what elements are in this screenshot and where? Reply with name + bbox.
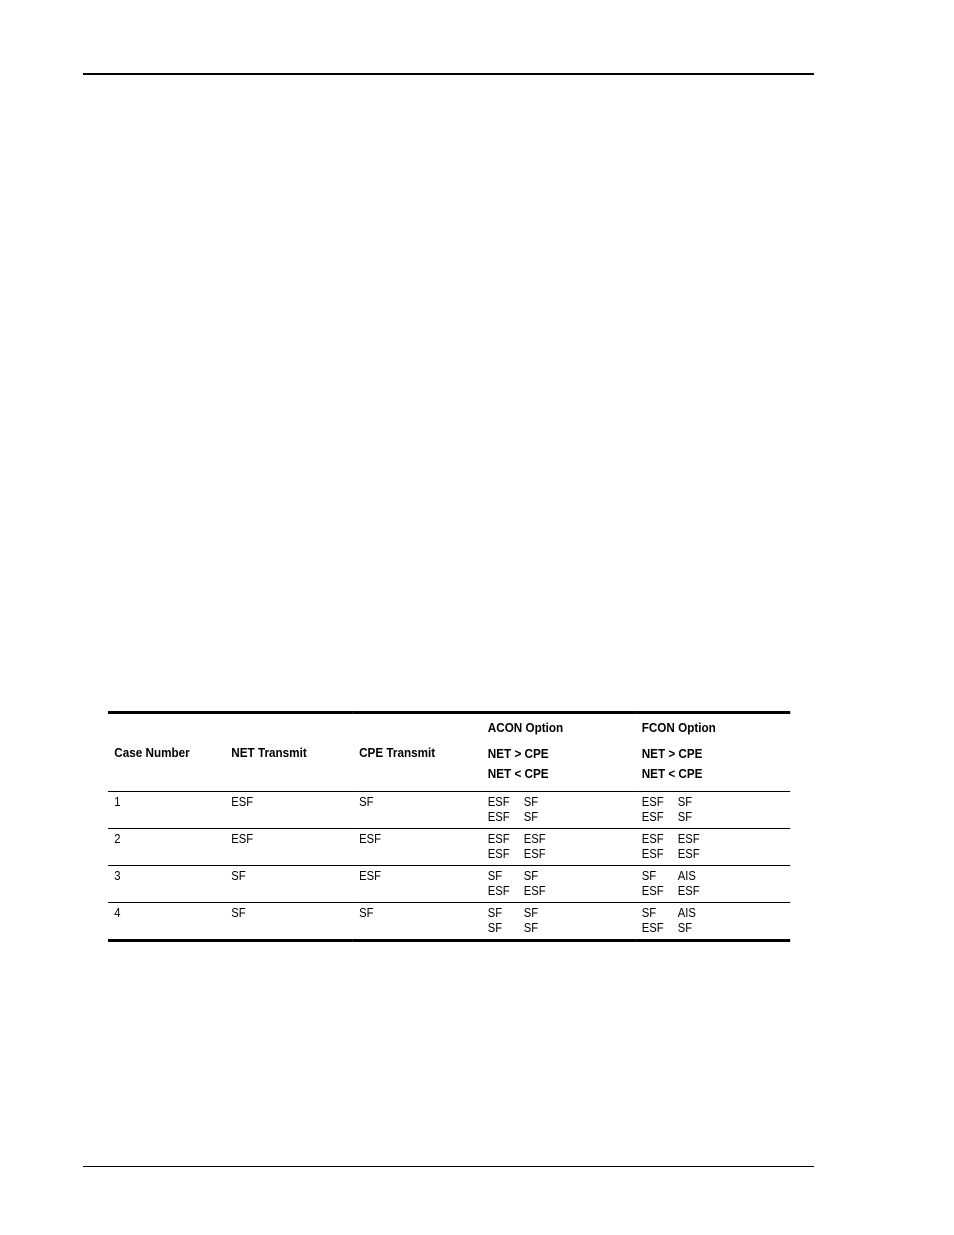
value: ESF [677,847,700,861]
acon-net-gt-cpe: NET > CPE [487,746,549,761]
header-fcon-option [635,713,790,792]
value: ESF [487,847,510,861]
value: SF [523,921,539,935]
fcon-pair-net-lt-cpe [642,810,791,825]
fcon-pair-net-lt-cpe [642,921,791,936]
table-row [108,829,790,866]
table-row [108,866,790,903]
cell-acon [482,792,636,829]
table-body [108,792,790,941]
value: SF [523,906,539,920]
table-header-row [108,713,790,792]
value: ESF [641,795,664,809]
value: SF [677,921,693,935]
header-case-number: Case Number [114,745,190,760]
cell-cpe: ESF [359,832,381,846]
cell-fcon [635,792,790,829]
cell-case: 2 [114,832,121,846]
table-row [108,903,790,941]
cell-fcon [635,866,790,903]
value: ESF [641,884,664,898]
acon-pair-net-gt-cpe [488,869,636,884]
fcon-net-lt-cpe: NET < CPE [641,766,703,781]
cell-case: 4 [114,906,121,920]
value: ESF [487,810,510,824]
value: ESF [487,795,510,809]
fcon-net-gt-cpe: NET > CPE [641,746,703,761]
fcon-pair-net-gt-cpe [642,906,791,921]
value: SF [677,810,693,824]
cell-case: 1 [114,795,121,809]
cell-cpe: SF [359,795,374,809]
cell-acon [482,866,636,903]
value: SF [487,869,503,883]
value: ESF [487,832,510,846]
header-net-transmit: NET Transmit [231,745,307,760]
value: ESF [677,832,700,846]
cell-cpe: SF [359,906,374,920]
acon-net-lt-cpe: NET < CPE [487,766,549,781]
value: SF [487,921,503,935]
acon-pair-net-gt-cpe [488,906,636,921]
cell-case: 3 [114,869,121,883]
acon-pair-net-gt-cpe [488,795,636,810]
value: SF [523,795,539,809]
value: AIS [677,906,696,920]
value: SF [523,869,539,883]
acon-pair-net-lt-cpe [488,847,636,862]
cell-acon [482,903,636,941]
acon-pair-net-lt-cpe [488,884,636,899]
fcon-pair-net-gt-cpe [642,832,791,847]
cell-net: ESF [231,832,254,846]
value: ESF [641,832,664,846]
fcon-pair-net-lt-cpe [642,884,791,899]
value: AIS [677,869,696,883]
value: ESF [641,847,664,861]
framing-options-table [108,711,790,942]
header-acon-option [482,713,636,792]
value: ESF [487,884,510,898]
header-rule [83,73,814,75]
value: SF [641,906,657,920]
value: ESF [523,884,546,898]
fcon-pair-net-gt-cpe [642,869,791,884]
acon-pair-net-lt-cpe [488,921,636,936]
value: SF [641,869,657,883]
cell-acon [482,829,636,866]
acon-pair-net-lt-cpe [488,810,636,825]
value: SF [677,795,693,809]
footer-rule [83,1166,814,1167]
value: SF [523,810,539,824]
table-row [108,792,790,829]
value: ESF [641,810,664,824]
value: SF [487,906,503,920]
cell-fcon [635,829,790,866]
cell-net: SF [231,869,246,883]
value: ESF [677,884,700,898]
header-cpe-transmit: CPE Transmit [359,745,436,760]
cell-net: ESF [231,795,254,809]
cell-fcon [635,903,790,941]
cell-cpe: ESF [359,869,381,883]
fcon-pair-net-gt-cpe [642,795,791,810]
fcon-title: FCON Option [641,720,716,735]
fcon-pair-net-lt-cpe [642,847,791,862]
value: ESF [523,832,546,846]
acon-title: ACON Option [487,720,564,735]
value: ESF [641,921,664,935]
acon-pair-net-gt-cpe [488,832,636,847]
cell-net: SF [231,906,246,920]
value: ESF [523,847,546,861]
framing-options-table-container [108,711,790,942]
